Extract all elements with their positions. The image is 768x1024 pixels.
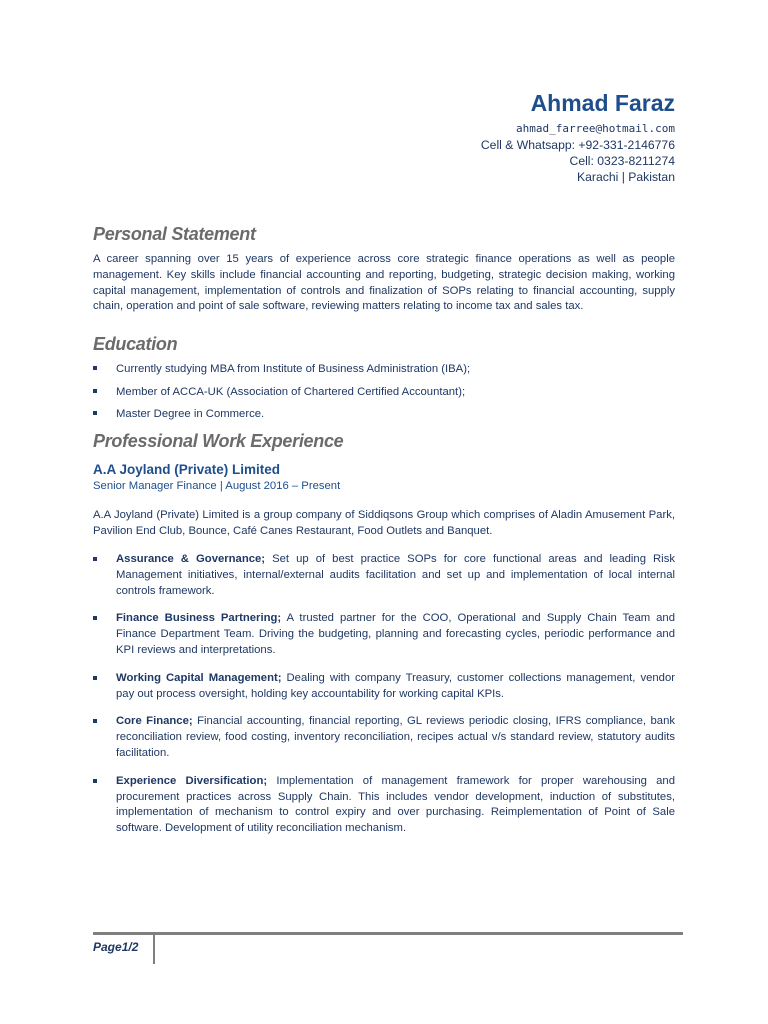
list-item [93,774,675,837]
footer-divider [93,932,683,935]
education-title: Education [93,334,178,354]
phone-whatsapp: Cell & Whatsapp: +92-331-2146776 [480,138,675,152]
company-name: A.A Joyland (Private) Limited [93,462,281,477]
responsibility-text: Financial accounting, financial reporting, GL reviews periodic closing, IFRS compliance, bank reconciliation review, food costing, inventory reconciliation, recipes actual v/s standard review, statutory audits facilitation. [116,715,675,759]
education-item: Currently studying MBA from Institute of Business Administration (IBA); [116,363,471,375]
responsibility-lead: Finance Business Partnering; [116,612,282,625]
responsibility-text: Implementation of management framework for proper warehousing and procurement practices across Supply Chain. This includes vendor development, induction of substitutes, implementation of mechanism to control expiry and over purchasing. Reimplementation of Point of Sale software. Development of utility reconciliation mechanism. [116,774,675,835]
phone-cell: Cell: 0323-8211274 [569,154,675,168]
bullet-icon [93,557,97,561]
bullet-icon [93,779,97,783]
list-item [93,671,675,703]
education-item: Member of ACCA-UK (Association of Chartered Certified Accountant); [116,385,466,398]
bullet-icon [93,389,97,393]
bullet-icon [93,616,97,620]
list-item [93,611,675,658]
footer-vertical-divider [153,935,155,964]
responsibility-lead: Experience Diversification; [116,774,268,787]
list-item [93,552,675,599]
responsibility-lead: Working Capital Management; [116,671,282,684]
bullet-icon [93,366,97,370]
education-list [93,362,675,430]
company-description: A.A Joyland (Private) Limited is a group company of Siddiqsons Group which comprises of Aladin Amusement Park, Pavilion End Club, Bounce, Café Canes Restaurant, Food Outlets and Banquet. [93,509,675,537]
list-item [93,362,675,385]
personal-statement-title: Personal Statement [93,224,256,244]
responsibility-text: A trusted partner for the COO, Operational and Supply Chain Team and Finance Department Team. Driving the budgeting, planning and forecasting cycles, periodic performance and KPI reviews and interpretations. [116,612,675,656]
responsibility-text: Set up of best practice SOPs for core functional areas and leading Risk Management initiatives, internal/external audits facilitation and set up and implementation of local internal controls framework. [116,553,675,597]
page-number: 1/2 [121,940,139,954]
responsibility-lead: Assurance & Governance; [116,553,266,565]
page-indicator [93,940,138,954]
list-item [93,407,675,430]
personal-statement-text: A career spanning over 15 years of experience across core strategic finance operations as well as people management. Key skills include financial accounting and reporting, budgeting, strategic decision making, working capital management, implementation of controls and finalization of SOPs relating to financial accounting, supply chain, operation and point of sale software, reviewing matters relating to income tax and sales tax. [93,253,675,313]
experience-title: Professional Work Experience [93,431,344,451]
email-link[interactable]: ahmad_farree@hotmail.com [516,122,675,135]
bullet-icon [93,676,97,680]
list-item [93,385,675,408]
location: Karachi | Pakistan [576,170,675,184]
page-label: Page [93,940,122,954]
responsibility-lead: Core Finance; [116,715,193,728]
job-role: Senior Manager Finance | August 2016 – Present [93,480,341,492]
candidate-name: Ahmad Faraz [530,90,675,116]
education-item: Master Degree in Commerce. [116,408,265,420]
bullet-icon [93,719,97,723]
responsibility-text: Dealing with company Treasury, customer collections management, vendor pay out process oversight, holding key accountability for working capital KPIs. [116,671,675,700]
responsibilities-list [93,552,675,849]
list-item [93,714,675,761]
contact-header [481,88,675,185]
bullet-icon [93,411,97,415]
